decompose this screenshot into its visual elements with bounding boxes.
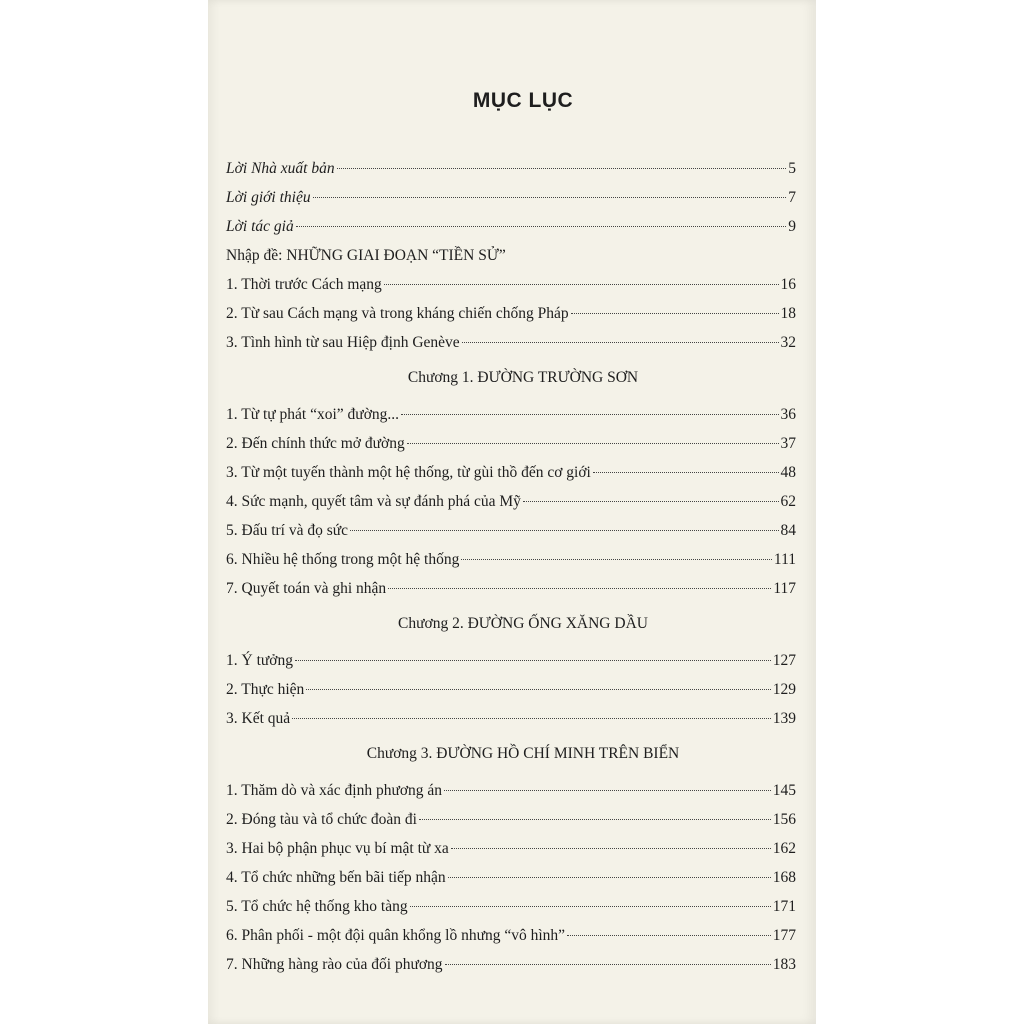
intro-heading: Nhập đề: NHỮNG GIAI ĐOẠN “TIỀN SỬ”	[226, 247, 506, 264]
toc-entry	[226, 704, 796, 733]
entry-page: 177	[772, 927, 796, 944]
toc-entry-publisher-note	[226, 154, 796, 183]
entry-page: 5	[788, 160, 796, 177]
entry-label: 7. Quyết toán và ghi nhận	[226, 580, 387, 597]
entry-page: 62	[780, 493, 796, 510]
dot-leader	[567, 935, 771, 936]
entry-page: 156	[772, 811, 796, 828]
chapter-heading: Chương 2. ĐƯỜNG ỐNG XĂNG DẦU	[398, 615, 648, 632]
entry-label: 4. Sức mạnh, quyết tâm và sự đánh phá của Mỹ	[226, 493, 521, 510]
toc-entry	[226, 487, 796, 516]
entry-label: 2. Từ sau Cách mạng và trong kháng chiến chống Pháp	[226, 305, 569, 322]
entry-label: 2. Đến chính thức mở đường	[226, 435, 405, 452]
dot-leader	[410, 906, 771, 907]
entry-label: Lời tác giả	[226, 218, 294, 235]
toc-entry	[226, 892, 796, 921]
table-of-contents	[226, 85, 796, 979]
dot-leader	[407, 443, 779, 444]
dot-leader	[313, 197, 787, 198]
dot-leader	[451, 848, 771, 849]
toc-title: MỤC LỤC	[472, 89, 574, 112]
toc-entry	[226, 921, 796, 950]
entry-label: 1. Ý tưởng	[226, 652, 293, 669]
dot-leader	[292, 718, 771, 719]
entry-page: 36	[780, 406, 796, 423]
dot-leader	[419, 819, 771, 820]
entry-label: 1. Thăm dò và xác định phương án	[226, 782, 443, 799]
entry-label: 2. Đóng tàu và tổ chức đoàn đi	[226, 811, 417, 828]
entry-label: 7. Những hàng rào của đối phương	[226, 956, 443, 973]
entry-page: 7	[788, 189, 796, 206]
entry-page: 171	[772, 898, 796, 915]
entry-page: 168	[772, 869, 796, 886]
dot-leader	[461, 559, 772, 560]
dot-leader	[523, 501, 779, 502]
entry-page: 129	[772, 681, 796, 698]
entry-page: 18	[780, 305, 796, 322]
entry-page: 139	[772, 710, 796, 727]
dot-leader	[444, 790, 771, 791]
toc-entry	[226, 328, 796, 357]
dot-leader	[388, 588, 771, 589]
dot-leader	[593, 472, 779, 473]
entry-label: 3. Hai bộ phận phục vụ bí mật từ xa	[226, 840, 449, 857]
toc-entry	[226, 776, 796, 805]
toc-entry	[226, 675, 796, 704]
toc-entry	[226, 400, 796, 429]
entry-label: Lời Nhà xuất bản	[226, 160, 335, 177]
chapter-heading: Chương 3. ĐƯỜNG HỒ CHÍ MINH TRÊN BIỂN	[366, 745, 680, 762]
toc-entry	[226, 834, 796, 863]
toc-entry	[226, 805, 796, 834]
entry-label: Lời giới thiệu	[226, 189, 311, 206]
toc-entry	[226, 516, 796, 545]
dot-leader	[462, 342, 779, 343]
entry-label: 1. Từ tự phát “xoi” đường...	[226, 406, 400, 423]
toc-entry	[226, 429, 796, 458]
entry-label: 5. Đấu trí và đọ sức	[226, 522, 349, 539]
toc-entry	[226, 574, 796, 603]
entry-label: 6. Nhiều hệ thống trong một hệ thống	[226, 551, 460, 568]
toc-entry	[226, 863, 796, 892]
entry-page: 145	[772, 782, 796, 799]
dot-leader	[306, 689, 770, 690]
entry-label: 5. Tổ chức hệ thống kho tàng	[226, 898, 408, 915]
dot-leader	[296, 226, 787, 227]
entry-label: 3. Từ một tuyến thành một hệ thống, từ gùi thồ đến cơ giới	[226, 464, 591, 481]
entry-label: 4. Tổ chức những bến bãi tiếp nhận	[226, 869, 446, 886]
dot-leader	[295, 660, 771, 661]
dot-leader	[384, 284, 779, 285]
entry-label: 3. Kết quả	[226, 710, 291, 727]
entry-page: 37	[780, 435, 796, 452]
entry-label: 3. Tình hình từ sau Hiệp định Genève	[226, 334, 460, 351]
entry-label: 6. Phân phối - một đội quân khổng lồ nhưng “vô hình”	[226, 927, 566, 944]
dot-leader	[445, 964, 771, 965]
toc-entry-introduction	[226, 183, 796, 212]
toc-entry	[226, 299, 796, 328]
entry-page: 117	[773, 580, 796, 597]
entry-label: 2. Thực hiện	[226, 681, 305, 698]
toc-entry	[226, 458, 796, 487]
chapter-heading: Chương 1. ĐƯỜNG TRƯỜNG SƠN	[407, 369, 639, 386]
dot-leader	[350, 530, 778, 531]
toc-entry-author-note	[226, 212, 796, 241]
toc-entry	[226, 646, 796, 675]
toc-entry	[226, 950, 796, 979]
toc-entry	[226, 270, 796, 299]
entry-page: 127	[772, 652, 796, 669]
dot-leader	[401, 414, 778, 415]
toc-entry	[226, 545, 796, 574]
dot-leader	[448, 877, 771, 878]
entry-page: 48	[780, 464, 796, 481]
entry-page: 16	[780, 276, 796, 293]
entry-page: 32	[780, 334, 796, 351]
entry-page: 111	[773, 551, 796, 568]
entry-page: 162	[772, 840, 796, 857]
entry-page: 84	[780, 522, 796, 539]
entry-page: 183	[772, 956, 796, 973]
entry-label: 1. Thời trước Cách mạng	[226, 276, 382, 293]
entry-page: 9	[788, 218, 796, 235]
dot-leader	[337, 168, 787, 169]
dot-leader	[571, 313, 779, 314]
